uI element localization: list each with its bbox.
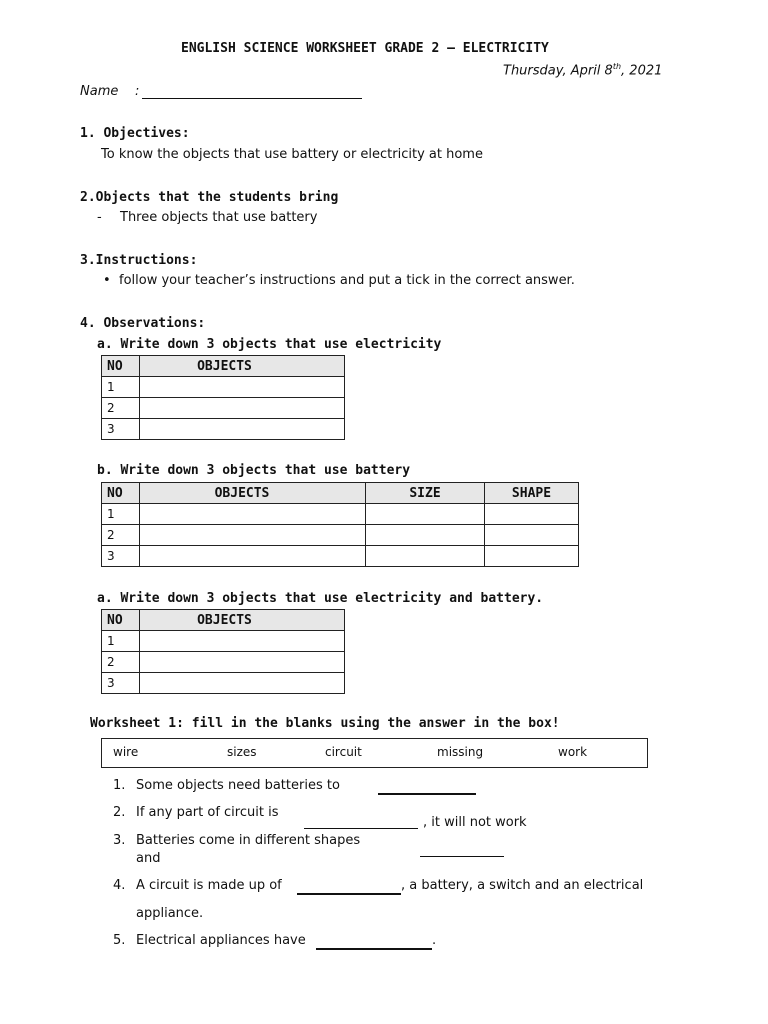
answer-blank[interactable] xyxy=(420,856,504,857)
table-a-header-objects: OBJECTS xyxy=(140,356,345,377)
table-b-cell-shape[interactable] xyxy=(485,525,579,546)
table-row xyxy=(102,673,345,694)
word-box-item: missing xyxy=(437,745,484,759)
instructions-bullet: • xyxy=(103,273,111,288)
table-a xyxy=(101,355,345,440)
table-a-cell-objects[interactable] xyxy=(140,377,345,398)
word-box xyxy=(101,738,648,768)
word-box-item: work xyxy=(558,745,588,759)
table-b-row-no: 3 xyxy=(102,546,140,567)
question-text: Electrical appliances have xyxy=(136,933,306,948)
question-text-after: , a battery, a switch and an electrical xyxy=(401,878,644,893)
answer-blank[interactable] xyxy=(304,828,418,829)
table-row xyxy=(102,652,345,673)
table-b-header-objects: OBJECTS xyxy=(140,483,366,504)
question-text-line2: and xyxy=(136,851,161,866)
table-b-cell-size[interactable] xyxy=(366,525,485,546)
table-b xyxy=(101,482,579,567)
objectives-heading: 1. Objectives: xyxy=(80,126,190,141)
table-b-cell-objects[interactable] xyxy=(140,546,366,567)
worksheet1-heading: Worksheet 1: fill in the blanks using the answer in the box! xyxy=(90,716,560,731)
question-text-after: , it will not work xyxy=(423,815,527,830)
question-number: 4. xyxy=(113,878,126,893)
objects-dash: - xyxy=(97,210,102,225)
name-label: Name xyxy=(80,84,119,99)
table-row xyxy=(102,377,345,398)
question-text-line2: appliance. xyxy=(136,906,204,921)
table-b-cell-objects[interactable] xyxy=(140,504,366,525)
table-row xyxy=(102,419,345,440)
table-a-row-no: 3 xyxy=(102,419,140,440)
table-a-cell-objects[interactable] xyxy=(140,398,345,419)
table-b-header-row xyxy=(102,483,579,504)
answer-blank[interactable] xyxy=(297,893,401,895)
word-box-item: sizes xyxy=(227,745,257,759)
table-a-cell-objects[interactable] xyxy=(140,419,345,440)
table-b-cell-size[interactable] xyxy=(366,546,485,567)
question-text-after: . xyxy=(432,933,437,948)
table-row xyxy=(102,504,579,525)
table-b-cell-shape[interactable] xyxy=(485,504,579,525)
table-c-header-objects: OBJECTS xyxy=(140,610,345,631)
name-blank[interactable] xyxy=(142,98,362,99)
table-row xyxy=(102,525,579,546)
table-b-row-no: 1 xyxy=(102,504,140,525)
word-box-item: wire xyxy=(113,745,139,759)
table-a-row-no: 1 xyxy=(102,377,140,398)
word-box-item: circuit xyxy=(325,745,362,759)
table-c-header-no: NO xyxy=(102,610,140,631)
question-number: 1. xyxy=(113,778,126,793)
table-c-row-no: 1 xyxy=(102,631,140,652)
question-text: Some objects need batteries to xyxy=(136,778,340,793)
table-b-header-no: NO xyxy=(102,483,140,504)
table-b-header-size: SIZE xyxy=(366,483,485,504)
table-b-cell-objects[interactable] xyxy=(140,525,366,546)
table-c-row-no: 3 xyxy=(102,673,140,694)
table-b-row-no: 2 xyxy=(102,525,140,546)
instructions-text: follow your teacher’s instructions and put a tick in the correct answer. xyxy=(119,273,575,288)
observations-heading: 4. Observations: xyxy=(80,316,206,331)
table-a-header-row xyxy=(102,356,345,377)
table-c-header-row xyxy=(102,610,345,631)
table-row xyxy=(102,546,579,567)
table-c-cell-objects[interactable] xyxy=(140,673,345,694)
table-row xyxy=(102,631,345,652)
question-number: 2. xyxy=(113,805,126,820)
question-text: A circuit is made up of xyxy=(136,878,282,893)
table-c-cell-objects[interactable] xyxy=(140,631,345,652)
question-number: 3. xyxy=(113,833,126,848)
instructions-heading: 3.Instructions: xyxy=(80,253,198,268)
table-b-header-shape: SHAPE xyxy=(485,483,579,504)
table-c-cell-objects[interactable] xyxy=(140,652,345,673)
question-text: Batteries come in different shapes xyxy=(136,833,361,848)
table-a-header-no: NO xyxy=(102,356,140,377)
objects-text: Three objects that use battery xyxy=(120,210,318,225)
objects-heading: 2.Objects that the students bring xyxy=(80,190,339,205)
table-b-caption: b. Write down 3 objects that use battery xyxy=(97,463,411,478)
table-c-caption: a. Write down 3 objects that use electricity and battery. xyxy=(97,591,544,606)
table-c xyxy=(101,609,345,694)
question-text: If any part of circuit is xyxy=(136,805,279,820)
table-c-row-no: 2 xyxy=(102,652,140,673)
answer-blank[interactable] xyxy=(378,793,476,795)
table-b-cell-size[interactable] xyxy=(366,504,485,525)
table-a-row-no: 2 xyxy=(102,398,140,419)
answer-blank[interactable] xyxy=(316,948,432,950)
table-a-caption: a. Write down 3 objects that use electricity xyxy=(97,337,442,352)
question-number: 5. xyxy=(113,933,126,948)
worksheet-title: ENGLISH SCIENCE WORKSHEET GRADE 2 – ELECTRICITY xyxy=(181,41,549,56)
name-colon: : xyxy=(135,84,140,99)
objectives-text: To know the objects that use battery or electricity at home xyxy=(101,147,483,162)
worksheet-date: Thursday, April 8th, 2021 xyxy=(503,62,663,79)
table-b-cell-shape[interactable] xyxy=(485,546,579,567)
table-row xyxy=(102,398,345,419)
